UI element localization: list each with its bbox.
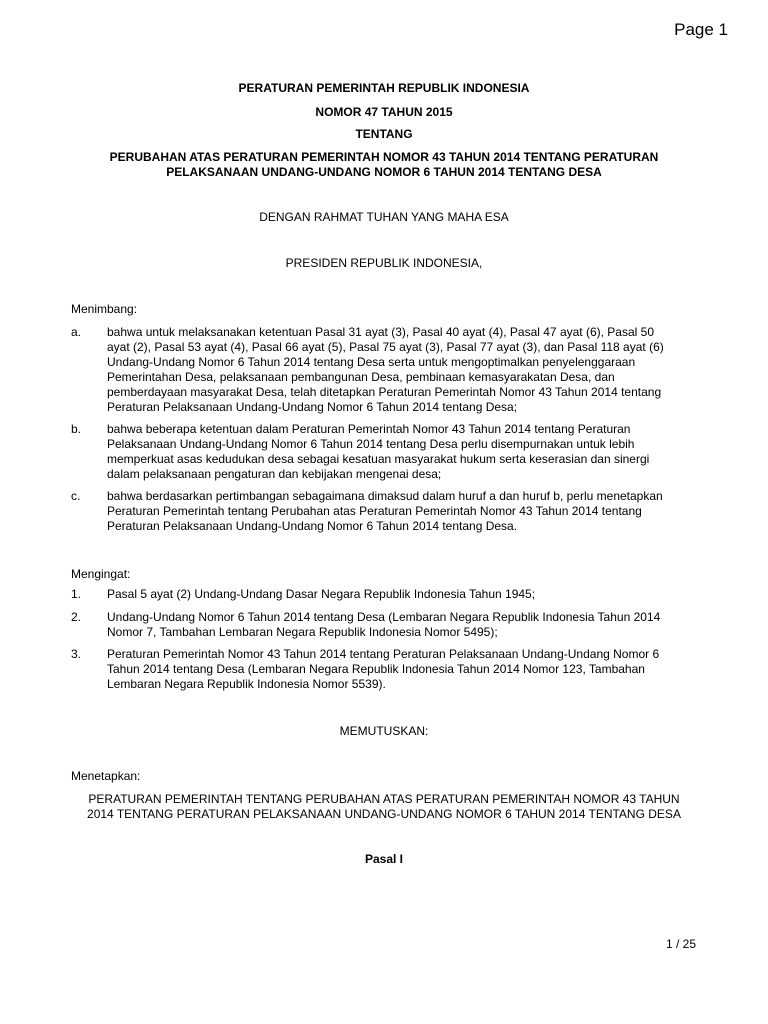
text-line: Peraturan Pemerintah tentang Perubahan atas Peraturan Pemerintah Nomor 43 Tahun 2014 tentang — [107, 504, 642, 518]
list-marker: 2. — [71, 610, 82, 624]
list-item-text — [107, 610, 707, 640]
menetapkan-line-1: PERATURAN PEMERINTAH TENTANG PERUBAHAN ATAS PERATURAN PEMERINTAH NOMOR 43 TAHUN — [88, 792, 680, 806]
menimbang-label: Menimbang: — [71, 302, 138, 316]
title-line-4: PERUBAHAN ATAS PERATURAN PEMERINTAH NOMOR 43 TAHUN 2014 TENTANG PERATURAN — [109, 150, 659, 164]
text-line: memperkuat asas kedudukan desa sebagai kesatuan masyarakat hukum serta keserasian dan sinergi — [107, 452, 650, 466]
list-item-text — [107, 647, 707, 692]
memutuskan-heading: MEMUTUSKAN: — [339, 724, 429, 738]
text-line: bahwa beberapa ketentuan dalam Peraturan Pemerintah Nomor 43 Tahun 2014 tentang Peraturan — [107, 422, 631, 436]
menetapkan-label: Menetapkan: — [71, 769, 141, 783]
list-marker: 3. — [71, 647, 82, 661]
pasal-heading: Pasal I — [364, 852, 404, 866]
presiden-line: PRESIDEN REPUBLIK INDONESIA, — [285, 256, 483, 270]
title-line-2: NOMOR 47 TAHUN 2015 — [315, 105, 453, 119]
list-item-text — [107, 587, 707, 602]
list-marker: b. — [71, 422, 82, 436]
list-marker: a. — [71, 325, 82, 339]
text-line: Undang-Undang Nomor 6 Tahun 2014 tentang Desa (Lembaran Negara Republik Indonesia Tahun 2014 — [107, 610, 661, 624]
title-line-3: TENTANG — [355, 127, 413, 141]
text-line: Lembaran Negara Republik Indonesia Nomor 5539). — [107, 677, 386, 691]
title-line-5: PELAKSANAAN UNDANG-UNDANG NOMOR 6 TAHUN 2014 TENTANG DESA — [166, 165, 602, 179]
list-marker: 1. — [71, 587, 82, 601]
page-label: Page 1 — [674, 20, 728, 39]
text-line: bahwa berdasarkan pertimbangan sebagaimana dimaksud dalam huruf a dan huruf b, perlu menetapkan — [107, 489, 663, 503]
text-line: Pemerintahan Desa, pelaksanaan pembangunan Desa, pembinaan kemasyarakatan Desa, dan — [107, 370, 615, 384]
text-line: Peraturan Pelaksanaan Undang-Undang Nomor 6 Tahun 2014 tentang Desa. — [107, 519, 518, 533]
text-line: bahwa untuk melaksanakan ketentuan Pasal 31 ayat (3), Pasal 40 ayat (4), Pasal 47 ayat (6), Pasal 50 — [107, 325, 654, 339]
list-item-text — [107, 422, 707, 482]
page-number: 1 / 25 — [665, 937, 696, 951]
text-line: Nomor 7, Tambahan Lembaran Negara Republik Indonesia Nomor 5495); — [107, 625, 498, 639]
text-line: Pelaksanaan Undang-Undang Nomor 6 Tahun 2014 tentang Desa perlu disempurnakan untuk lebih — [107, 437, 635, 451]
list-marker: c. — [71, 489, 81, 503]
text-line: Peraturan Pemerintah Nomor 43 Tahun 2014 tentang Peraturan Pelaksanaan Undang-Undang Nomor 6 — [107, 647, 660, 661]
title-line-1: PERATURAN PEMERINTAH REPUBLIK INDONESIA — [238, 81, 530, 95]
text-line: dalam pelaksanaan pengaturan dan kebijakan mengenai desa; — [107, 467, 442, 481]
text-line: pemberdayaan masyarakat Desa, telah ditetapkan Peraturan Pemerintah Nomor 43 Tahun 2014 tentang — [107, 385, 662, 399]
text-line: Peraturan Pelaksanaan Undang-Undang Nomor 6 Tahun 2014 tentang Desa; — [107, 400, 518, 414]
mengingat-label: Mengingat: — [71, 567, 131, 581]
menetapkan-line-2: 2014 TENTANG PERATURAN PELAKSANAAN UNDANG-UNDANG NOMOR 6 TAHUN 2014 TENTANG DESA — [87, 807, 681, 821]
list-item-text — [107, 325, 707, 415]
text-line: Undang-Undang Nomor 6 Tahun 2014 tentang Desa serta untuk mengoptimalkan penyelenggaraan — [107, 355, 636, 369]
text-line: Pasal 5 ayat (2) Undang-Undang Dasar Negara Republik Indonesia Tahun 1945; — [107, 587, 536, 601]
list-item-text — [107, 489, 707, 534]
text-line: ayat (2), Pasal 53 ayat (4), Pasal 66 ayat (5), Pasal 75 ayat (3), Pasal 77 ayat (3), dan Pasal 118 ayat (6) — [107, 340, 664, 354]
rahmat-line: DENGAN RAHMAT TUHAN YANG MAHA ESA — [259, 210, 509, 224]
text-line: Tahun 2014 tentang Desa (Lembaran Negara Republik Indonesia Tahun 2014 Nomor 123, Tambahan — [107, 662, 645, 676]
